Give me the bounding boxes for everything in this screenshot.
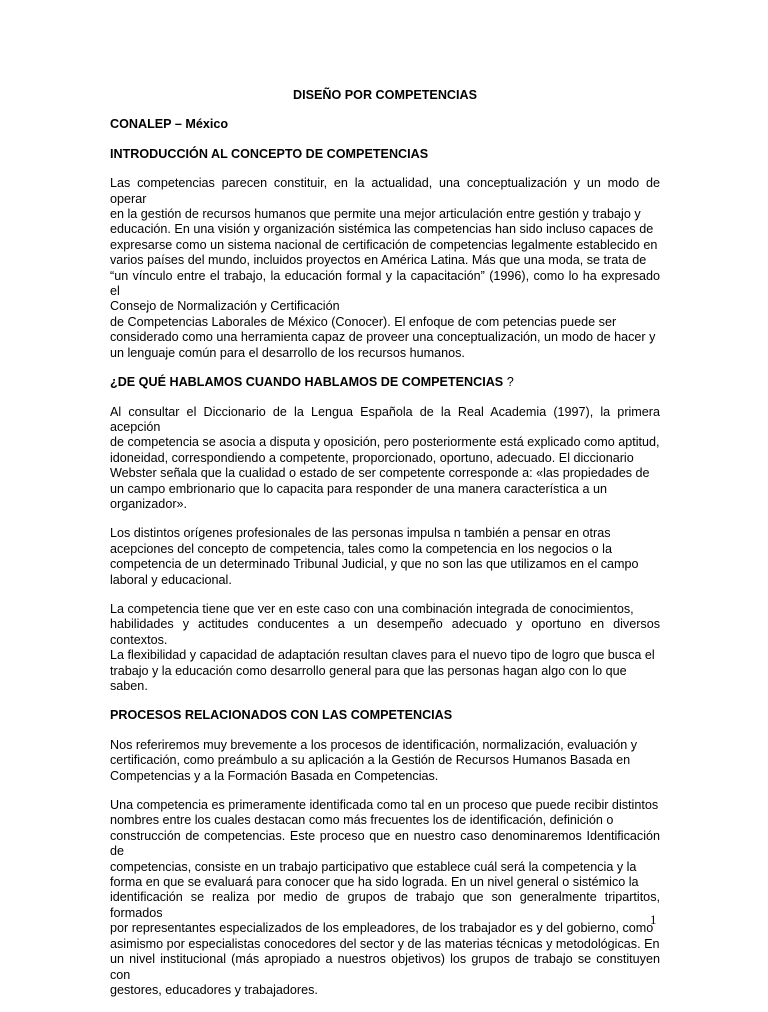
text-line: considerado como una herramienta capaz de proveer una conceptualización, un modo de hacer y	[110, 330, 656, 345]
text-line: trabajo y la educación como desarrollo general para que las personas hagan algo con lo que	[110, 663, 627, 678]
text-line: identificación se realiza por medio de grupos de trabajo que son generalmente tripartitos, formados	[110, 890, 660, 920]
text-line: Las competencias parecen constituir, en la actualidad, una conceptualización y un modo de operar	[110, 176, 660, 206]
text-line: de Competencias Laborales de México (Conocer). El enfoque de com petencias puede ser	[110, 314, 617, 329]
text-line: un nivel institucional (más apropiado a nuestros objetivos) los grupos de trabajo se constituyen con	[110, 952, 660, 982]
text-line: un campo embrionario que lo capacita para responder de una manera característica a un	[110, 481, 608, 496]
text-line: expresarse como un sistema nacional de certificación de competencias legalmente establecido en	[110, 237, 658, 252]
text-line: idoneidad, correspondiendo a competente, proporcionado, oportuno, adecuado. El diccionario	[110, 450, 634, 465]
text-line: competencias, consiste en un trabajo participativo que establece cuál será la competencia y la	[110, 859, 637, 874]
text-line: varios países del mundo, incluidos proyectos en América Latina. Más que una moda, se trata de	[110, 253, 647, 268]
text-line: Nos referiremos muy brevemente a los procesos de identificación, normalización, evaluación y	[110, 737, 638, 752]
text-line: gestores, educadores y trabajadores.	[110, 982, 318, 997]
text-line: construcción de competencias. Este proceso que en nuestro caso denominaremos Identificación de	[110, 828, 660, 859]
document-title: DISEÑO POR COMPETENCIAS	[292, 88, 478, 102]
text-line: por representantes especializados de los empleadores, de los trabajador es y del gobierno, como	[110, 921, 654, 936]
dictionary-paragraph	[110, 405, 660, 513]
intro-paragraph	[110, 176, 660, 361]
text-line: organizador».	[110, 496, 188, 511]
text-line: competencia de un determinado Tribunal Judicial, y que no son las que utilizamos en el campo	[110, 557, 639, 572]
text-line: acepciones del concepto de competencia, tales como la competencia en los negocios o la	[110, 541, 612, 556]
organization-heading: CONALEP – México	[110, 117, 229, 132]
text-line: laboral y educacional.	[110, 572, 232, 587]
text-line: La competencia tiene que ver en este caso con una combinación integrada de conocimientos,	[110, 601, 634, 616]
text-line: un lenguaje común para el desarrollo de los recursos humanos.	[110, 345, 465, 360]
page-number: 1	[650, 912, 657, 927]
text-line: Webster señala que la cualidad o estado de ser competente corresponde a: «las propiedades de	[110, 466, 650, 481]
intro-heading: INTRODUCCIÓN AL CONCEPTO DE COMPETENCIAS	[110, 146, 429, 161]
text-line: certificación, como preámbulo a su aplicación a la Gestión de Recursos Humanos Basada en	[110, 753, 631, 768]
question-heading-text: ¿DE QUÉ HABLAMOS CUANDO HABLAMOS DE COMPETENCIAS	[110, 375, 504, 390]
identification-paragraph	[110, 798, 660, 998]
text-line: asimismo por especialistas conocedores del sector y de las materias técnicas y metodológicas. En	[110, 936, 660, 951]
processes-paragraph	[110, 738, 660, 784]
text-line: Una competencia es primeramente identificada como tal en un proceso que puede recibir distintos	[110, 798, 659, 813]
text-line: saben.	[110, 679, 148, 693]
competence-paragraph	[110, 602, 660, 694]
text-line: Competencias y a la Formación Basada en Competencias.	[110, 768, 439, 783]
text-line: “un vínculo entre el trabajo, la educación formal y la capacitación” (1996), como lo ha expresado el	[110, 268, 660, 299]
text-line: La flexibilidad y capacidad de adaptación resultan claves para el nuevo tipo de logro que busca el	[110, 648, 655, 663]
document-page	[110, 88, 660, 1012]
text-line: educación. En una visión y organización sistémica las competencias han sido incluso capaces de	[110, 222, 654, 237]
text-line: Al consultar el Diccionario de la Lengua Española de la Real Academia (1997), la primera acepción	[110, 404, 660, 434]
text-line: Consejo de Normalización y Certificación	[110, 299, 340, 314]
text-line: nombres entre los cuales destacan como más frecuentes los de identificación, definición o	[110, 813, 614, 828]
text-line: Los distintos orígenes profesionales de las personas impulsa n también a pensar en otras	[110, 526, 611, 541]
question-mark: ?	[503, 375, 514, 390]
text-line: de competencia se asocia a disputa y oposición, pero posteriormente está explicado como aptitud,	[110, 435, 660, 450]
question-heading	[110, 375, 660, 390]
text-line: en la gestión de recursos humanos que permite una mejor articulación entre gestión y trabajo y	[110, 207, 641, 222]
origins-paragraph	[110, 526, 660, 588]
text-line: forma en que se evaluará para conocer que ha sido lograda. En un nivel general o sistémico la	[110, 875, 639, 890]
processes-heading: PROCESOS RELACIONADOS CON LAS COMPETENCIAS	[110, 708, 453, 723]
text-line: habilidades y actitudes conducentes a un desempeño adecuado y oportuno en diversos contextos.	[110, 617, 660, 647]
